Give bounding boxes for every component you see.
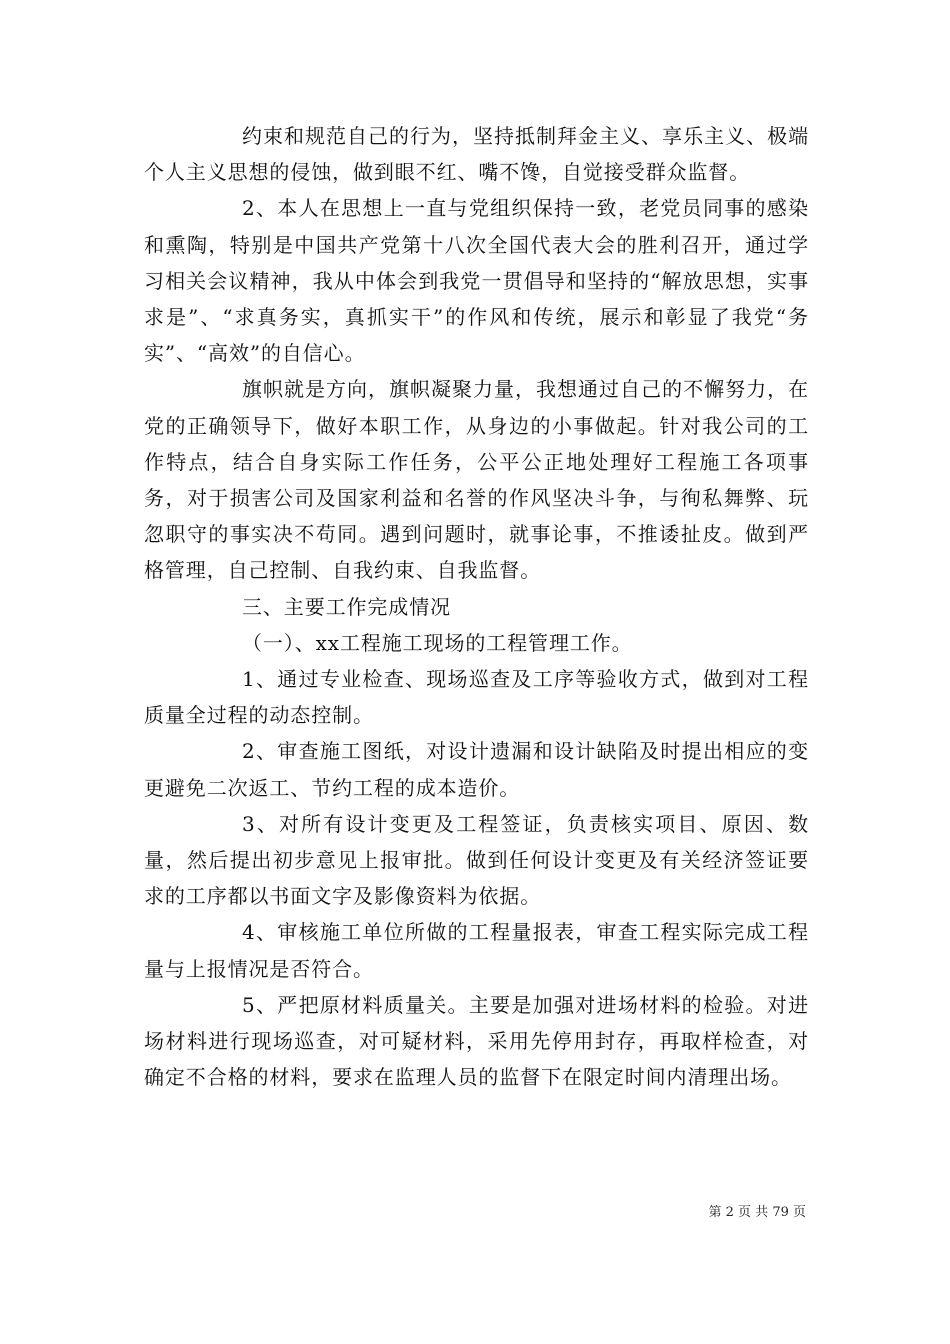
list-item-2: 2、审查施工图纸，对设计遗漏和设计缺陷及时提出相应的变更避免二次返工、节约工程的成本造价。 [144,739,809,800]
page-number-footer: 第 2 页 共 79 页 [708,1205,806,1220]
document-body [144,118,809,1095]
list-item-5: 5、严把原材料质量关。主要是加强对进场材料的检验。对进场材料进行现场巡查，对可疑材料，采用先停用封存，再取样检查，对确定不合格的材料，要求在监理人员的监督下在限定时间内清理出场。 [144,992,809,1090]
section-heading-3: 三、主要工作完成情况 [242,594,451,619]
list-item-1: 1、通过专业检查、现场巡查及工序等验收方式，做到对工程质量全过程的动态控制。 [144,667,809,728]
list-item-4: 4、审核施工单位所做的工程量报表，审查工程实际完成工程量与上报情况是否符合。 [144,920,809,981]
paragraph-banner: 旗帜就是方向，旗帜凝聚力量，我想通过自己的不懈努力，在党的正确领导下，做好本职工作，从身边的小事做起。针对我公司的工作特点，结合自身实际工作任务，公平公正地处理好工程施工各项事务，对于损害公司及国家利益和名誉的作风坚决斗争，与徇私舞弊、玩忽职守的事实决不苟同。遇到问题时，就事论事，不推诿扯皮。做到严格管理，自己控制、自我约束、自我监督。 [144,377,809,583]
list-item-3: 3、对所有设计变更及工程签证，负责核实项目、原因、数量，然后提出初步意见上报审批。做到任何设计变更及有关经济签证要求的工序都以书面文字及影像资料为依据。 [144,811,809,909]
subsection-heading-1: （一）、xx工程施工现场的工程管理工作。 [242,630,633,655]
paragraph-item-2: 2、本人在思想上一直与党组织保持一致，老党员同事的感染和熏陶，特别是中国共产党第十八次全国代表大会的胜利召开，通过学习相关会议精神，我从中体会到我党一贯倡导和坚持的“解放思想，实事求是”、“求真务实，真抓实干”的作风和传统，展示和彰显了我党“务实”、“高效”的自信心。 [144,196,809,366]
paragraph-continuation: 约束和规范自己的行为，坚持抵制拜金主义、享乐主义、极端个人主义思想的侵蚀，做到眼不红、嘴不馋，自觉接受群众监督。 [144,124,809,185]
